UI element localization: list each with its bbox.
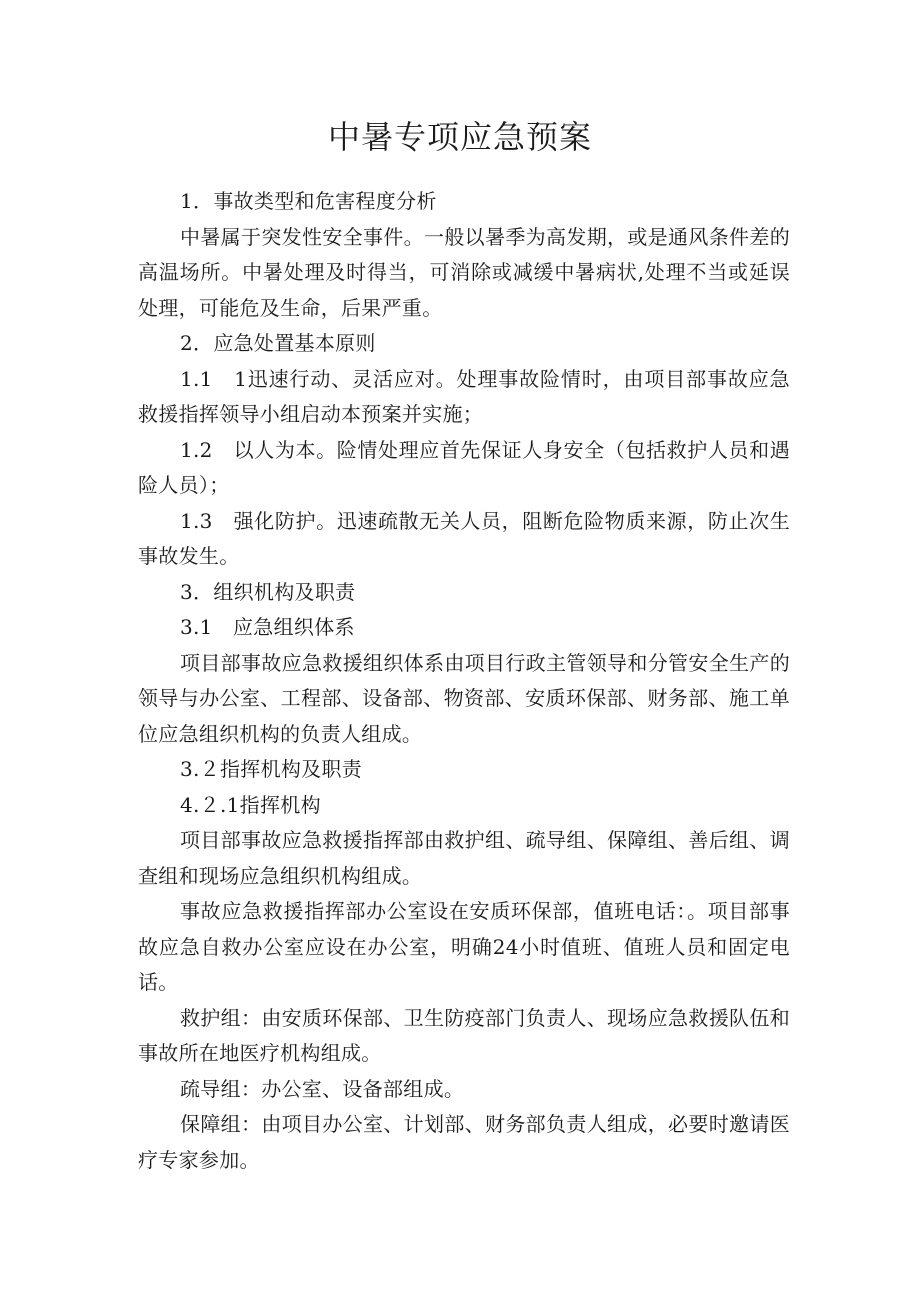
paragraph-command-composition: 项目部事故应急救援指挥部由救护组、疏导组、保障组、善后组、调查组和现场应急组织机构组成。 — [138, 828, 790, 888]
principle-1-1: 1.1 1迅速行动、灵活应对。处理事故险情时，由项目部事故应急救援指挥领导小组启动本预案并实施； — [138, 366, 790, 426]
subheading-3-2: 3.２指挥机构及职责 — [180, 757, 363, 781]
document-title: 中暑专项应急预案 — [327, 118, 592, 156]
section-heading-1: 1．事故类型和危害程度分析 — [180, 189, 437, 213]
subheading-3-1: 3.1 应急组织体系 — [180, 615, 355, 639]
section-heading-3: 3．组织机构及职责 — [180, 579, 356, 604]
paragraph-support-group: 保障组：由项目办公室、计划部、财务部负责人组成，必要时邀请医疗专家参加。 — [138, 1112, 790, 1172]
subheading-4-2-1: 4.２.1指挥机构 — [180, 792, 321, 817]
principle-1-3: 1.3 强化防护。迅速疏散无关人员，阻断危险物质来源，防止次生事故发生。 — [138, 508, 790, 568]
paragraph-guidance-group: 疏导组：办公室、设备部组成。 — [180, 1076, 465, 1101]
section-heading-2: 2．应急处置基本原则 — [180, 331, 376, 355]
paragraph-hazard-analysis: 中暑属于突发性安全事件。一般以暑季为高发期，或是通风条件差的高温场所。中暑处理及时得当，可消除或减缓中暑病状,处理不当或延误处理，可能危及生命，后果严重。 — [138, 224, 790, 320]
paragraph-rescue-group: 救护组：由安质环保部、卫生防疫部门负责人、现场应急救援队伍和事故所在地医疗机构组成。 — [138, 1005, 790, 1065]
document-body — [138, 184, 790, 1178]
paragraph-duty-office: 事故应急救援指挥部办公室设在安质环保部，值班电话：。项目部事故应急自救办公室应设在办公室，明确24小时值班、值班人员和固定电话。 — [138, 899, 790, 994]
principle-1-2: 1.2 以人为本。险情处理应首先保证人身安全（包括救护人员和遇险人员）； — [138, 437, 790, 497]
paragraph-org-system: 项目部事故应急救援组织体系由项目行政主管领导和分管安全生产的领导与办公室、工程部、设备部、物资部、安质环保部、财务部、施工单位应急组织机构的负责人组成。 — [138, 650, 790, 746]
